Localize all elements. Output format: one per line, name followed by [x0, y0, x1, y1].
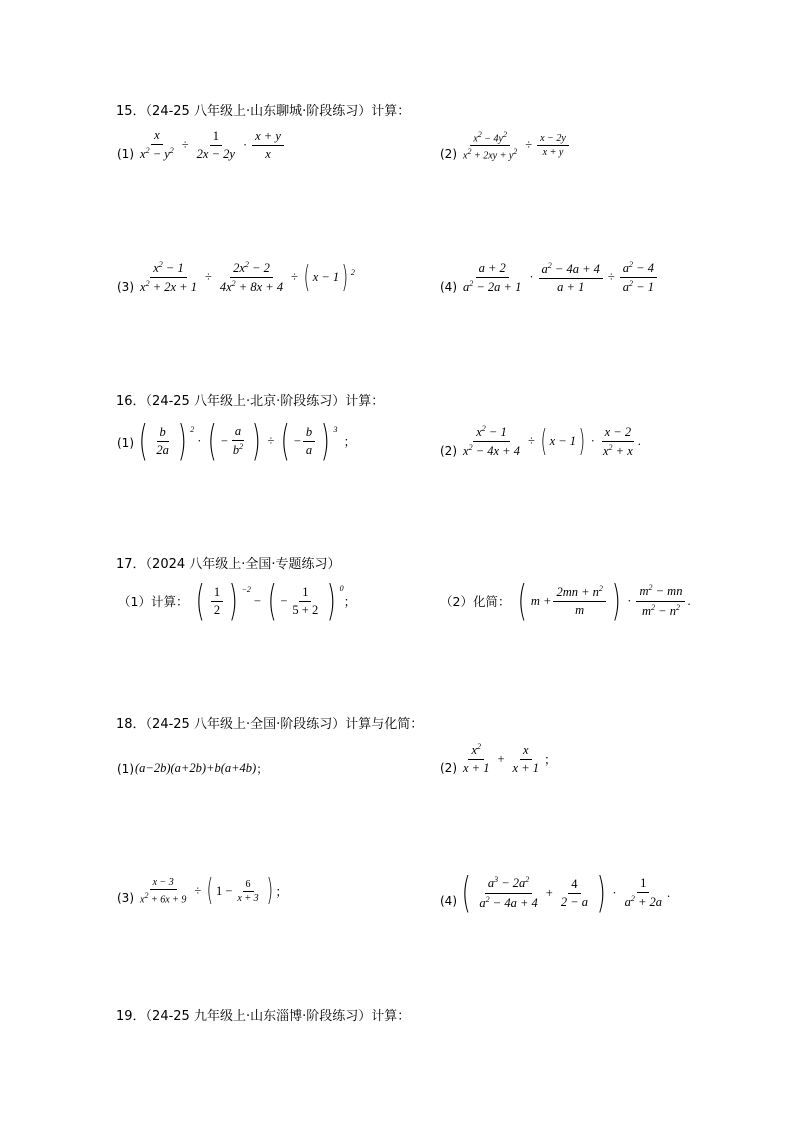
q16-part2-label: (2) [440, 443, 457, 458]
q16-part2 [440, 424, 641, 459]
q18-part3-expression: $\frac{x - 3}{x^2 + 6x + 9}$ ÷ ( 1 − $\frac{6}{x + 3}$ ) ； [140, 873, 288, 908]
q18-part1: (1) (a−2b)(a+2b)+b(a+4b) ； [117, 761, 269, 776]
question-16-header: 16．（24-25 八年级上·北京·阶段练习）计算： [116, 394, 385, 409]
q18-part1-label: (1) [117, 761, 134, 776]
q15-part4-expression: $\frac{a + 2}{a^2 - 2a + 1}$ · $\frac{a^2 - 4a + 4}{a + 1}$ ÷ $\frac{a^2 - 4}{a^2 - 1}$ [458, 260, 659, 295]
q15-part2 [440, 130, 571, 162]
q18-part2-label: (2) [440, 761, 457, 776]
q15-part2-label: (2) [440, 146, 457, 161]
q18-part3-label: (3) [117, 891, 134, 905]
q18-part4 [440, 868, 671, 917]
q15-part1-label: (1) [117, 147, 134, 162]
q17-part2-expression: ( m + $\frac{2mn + n^2}{m}$ ) · $\frac{m^2 - mn}{m^2 - n^2}$ . [518, 576, 691, 625]
q18-part4-label: (4) [440, 894, 457, 908]
q18-part1-expression: (a−2b)(a+2b)+b(a+4b) [135, 761, 257, 775]
q18-part3 [117, 873, 288, 908]
q17-part2 [440, 576, 691, 625]
question-17-header: 17．（2024 八年级上·全国·专题练习） [116, 557, 341, 572]
q15-part2-expression: $\frac{x^2 - 4y^2}{x^2 + 2xy + y^2}$ ÷ $\frac{x - 2y}{x + y}$ [458, 130, 571, 162]
q15-part1 [117, 128, 286, 162]
q17-part1-label: （1）计算： [118, 594, 189, 609]
question-18-header: 18．（24-25 八年级上·全国·阶段练习）计算与化简： [116, 717, 424, 732]
q15-part4 [440, 260, 659, 295]
q18-part2 [440, 742, 557, 776]
q15-part4-label: (4) [440, 279, 457, 294]
q16-part1-expression: ( $\frac{b}{2a}$ ) 2 · ( − $\frac{a}{b^2}$ ) ÷ ( − $\frac{b}{a}$ ) 3 ； [138, 416, 357, 465]
q17-part1 [118, 576, 357, 625]
q17-part1-expression: ( $\frac{1}{2}$ ) −2 − ( − $\frac{1}{5 + 2}$ ) 0 ； [196, 576, 357, 625]
question-19-header: 19．（24-25 九年级上·山东淄博·阶段练习）计算： [116, 1009, 411, 1024]
question-15-header: 15．（24-25 八年级上·山东聊城·阶段练习）计算： [116, 104, 411, 119]
q16-part1-label: (1) [117, 436, 134, 450]
q16-part2-expression: $\frac{x^2 - 1}{x^2 - 4x + 4}$ ÷ ( x − 1 ) · $\frac{x - 2}{x^2 + x}$ . [463, 423, 641, 459]
q17-part2-label: （2）化简： [440, 594, 511, 609]
q18-part4-expression: ( $\frac{a^3 - 2a^2}{a^2 - 4a + 4}$ + $\frac{4}{2 - a}$ ) · $\frac{1}{a^2 + 2a}$ . [461, 868, 671, 917]
q18-part2-expression: $\frac{x^2}{x + 1}$ + $\frac{x}{x + 1}$ ； [463, 742, 557, 776]
q16-part1 [117, 416, 357, 465]
q15-part3-label: (3) [117, 279, 134, 294]
q15-part1-expression: $\frac{x}{x^2 - y^2}$ ÷ $\frac{1}{2x - 2y}$ · $\frac{x + y}{x}$ [135, 128, 286, 162]
q15-part3-expression: $\frac{x^2 - 1}{x^2 + 2x + 1}$ ÷ $\frac{2x^2 - 2}{4x^2 + 8x + 4}$ ÷ ( x − 1 ) 2 [140, 259, 355, 295]
q15-part3 [117, 260, 355, 295]
